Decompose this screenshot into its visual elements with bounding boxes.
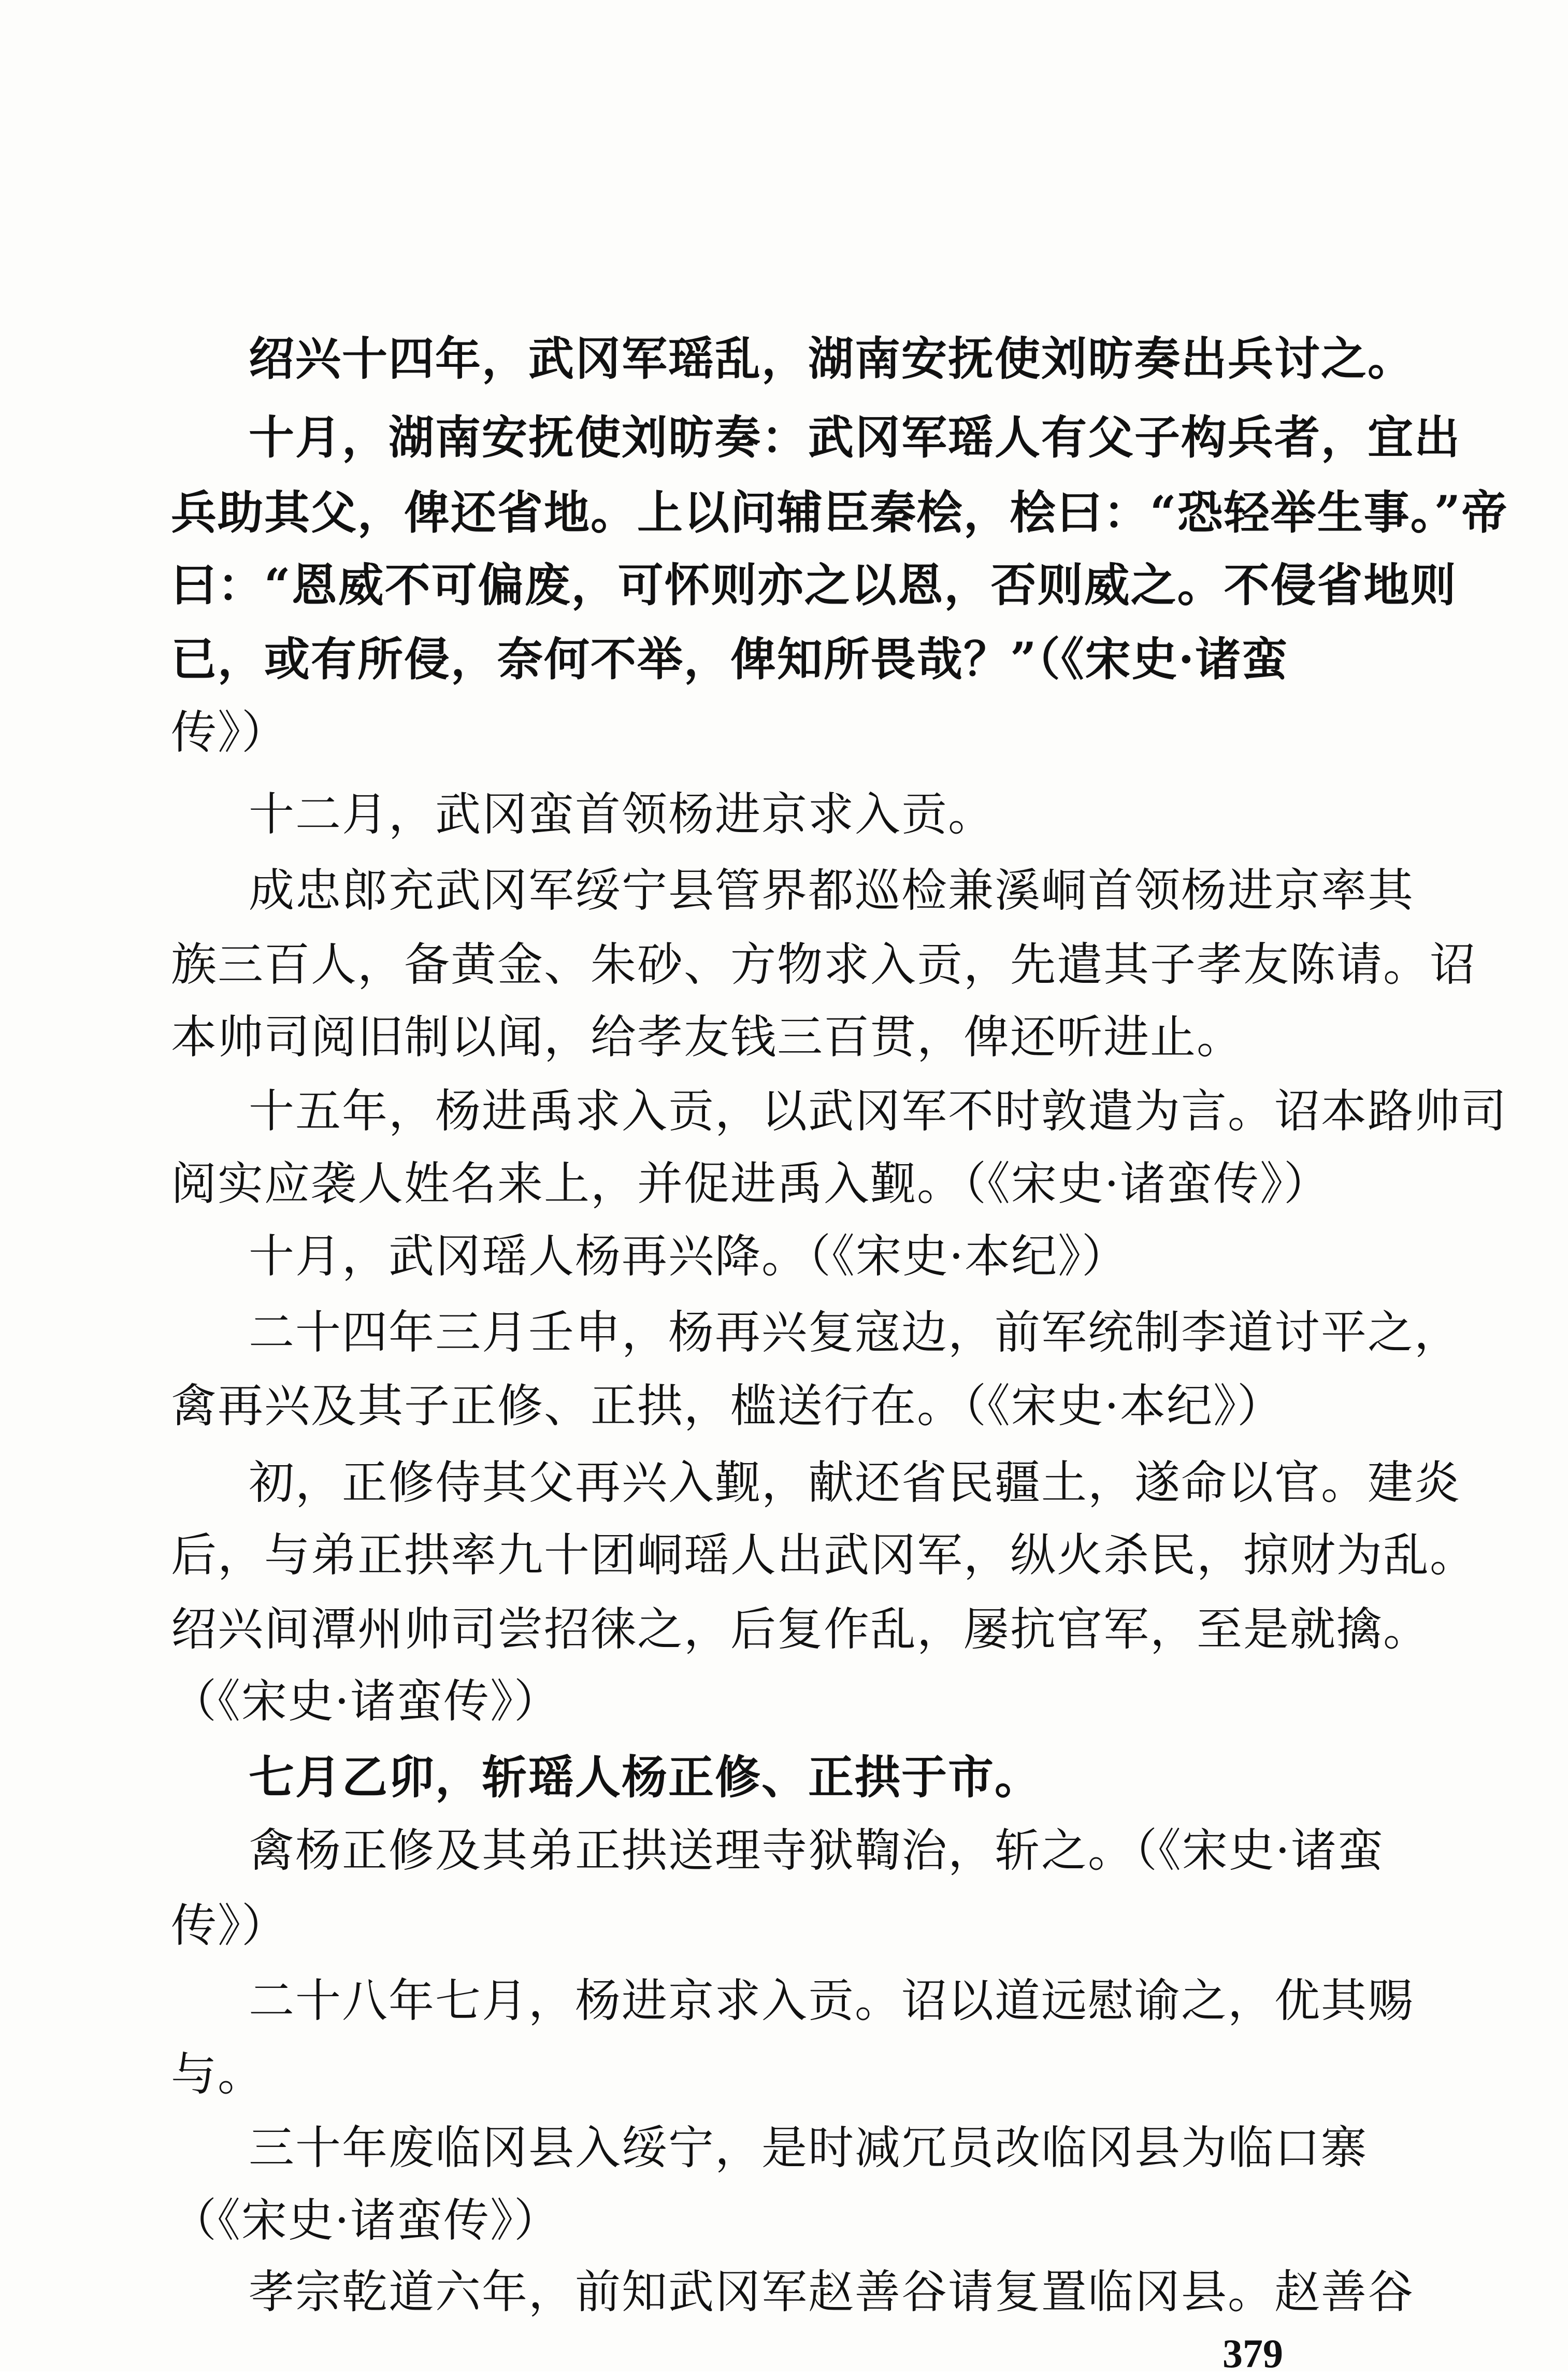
- text-line: 十五年，杨进禹求入贡，以武冈军不时敦遣为言。诏本路帅司: [249, 1084, 1508, 1138]
- text-line: 绍兴间潭州帅司尝招徕之，后复作乱，屡抗官军，至是就擒。: [171, 1602, 1430, 1656]
- text-line: 十月，湖南安抚使刘昉奏：武冈军瑶人有父子构兵者，宜出: [249, 410, 1461, 464]
- text-line: 与。: [171, 2047, 265, 2101]
- text-line: 兵助其父，俾还省地。上以问辅臣秦桧，桧曰：“恐轻举生事。”帝: [171, 485, 1508, 539]
- text-line: 禽杨正修及其弟正拱送理寺狱鞫治，斩之。（《宋史·诸蛮: [249, 1824, 1384, 1877]
- text-line: 绍兴十四年，武冈军瑶乱，湖南安抚使刘昉奏出兵讨之。: [249, 332, 1415, 385]
- text-line: 十二月，武冈蛮首领杨进京求入贡。: [249, 787, 995, 841]
- text-line: 传》）: [171, 706, 289, 759]
- text-line: 三十年废临冈县入绥宁，是时减冗员改临冈县为临口寨: [249, 2121, 1368, 2174]
- text-line: 成忠郎充武冈军绥宁县管界都巡检兼溪峒首领杨进京率其: [249, 864, 1415, 917]
- text-line: 二十八年七月，杨进京求入贡。诏以道远慰谕之，优其赐: [249, 1974, 1415, 2027]
- text-line: 七月乙卯，斩瑶人杨正修、正拱于市。: [249, 1750, 1042, 1804]
- text-line: 禽再兴及其子正修、正拱，槛送行在。（《宋史·本纪》）: [171, 1379, 1284, 1433]
- text-line: 已，或有所侵，奈何不举，俾知所畏哉？”（《宋史·诸蛮: [171, 632, 1289, 686]
- text-line: （《宋史·诸蛮传》）: [171, 1674, 560, 1728]
- text-line: 十月，武冈瑶人杨再兴降。（《宋史·本纪》）: [249, 1229, 1128, 1283]
- page-number: 379: [1222, 2331, 1283, 2376]
- text-line: （《宋史·诸蛮传》）: [171, 2194, 560, 2247]
- text-line: 族三百人，备黄金、朱砂、方物求入贡，先遣其子孝友陈请。诏: [171, 938, 1477, 991]
- text-line: 后，与弟正拱率九十团峒瑶人出武冈军，纵火杀民，掠财为乱。: [171, 1528, 1477, 1582]
- text-line: 传》）: [171, 1899, 289, 1952]
- text-line: 本帅司阅旧制以闻，给孝友钱三百贯，俾还听进止。: [171, 1010, 1244, 1064]
- text-line: 曰：“恩威不可偏废，可怀则亦之以恩，否则威之。不侵省地则: [171, 558, 1457, 612]
- text-line: 初，正修侍其父再兴入觐，献还省民疆土，遂命以官。建炎: [249, 1456, 1461, 1509]
- text-line: 二十四年三月壬申，杨再兴复寇边，前军统制李道讨平之，: [249, 1306, 1461, 1359]
- text-line: 孝宗乾道六年，前知武冈军赵善谷请复置临冈县。赵善谷: [249, 2265, 1415, 2318]
- text-line: 阅实应袭人姓名来上，并促进禹入觐。（《宋史·诸蛮传》）: [171, 1157, 1330, 1210]
